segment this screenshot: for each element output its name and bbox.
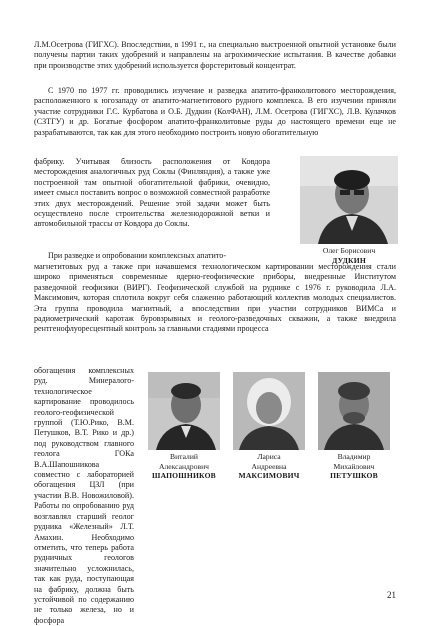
photo-maksimovich [233, 372, 305, 450]
page-number: 21 [387, 590, 396, 600]
caption-patronymic: Александрович [159, 461, 209, 471]
caption-given-name: Владимир [337, 452, 371, 461]
photo-petushkov [318, 372, 390, 450]
paragraph-2 [34, 86, 396, 138]
paragraph-text: обогащения комплексных руд. Минералого-технологическое картирование проводилось геолого-геофизической группой (Т.Ю.Рико, В.М. Петушков, В.Т. Рико и др.) под руководством главного геолога ГОКа В.А.Шапошникова совместно с лабораторией обогащения ЦЗЛ (при участии В.В. Новожиловой). Работы по опробованию руд возглавлял старший геолог рудника «Железный» Л.Т. Амахин. Необходимо отметить, что теперь работа рудничных геологов значительно усложнилась, так как руда, поступающая на фабрику, должна быть устойчивой по содержанию не только железа, но и фосфора [34, 366, 134, 625]
caption-surname: МАКСИМОВИЧ [238, 471, 300, 481]
paragraph-text: фабрику. Учитывая близость расположения от Ковдора месторождения аналогичных руд Соклы (Финляндия), а также уже построенной там опытной обогатительной фабрики, очевидно, имеет смысл поставить вопрос о возможной совместной разработке этих двух месторождений. Решение этой задачи может быть осуществлено после строительства железнодорожной ветки и автомобильной трассы от Ковдора до Соклы. [34, 157, 270, 229]
paragraph-3-main [34, 262, 396, 335]
caption-surname: ШАПОШНИКОВ [152, 471, 216, 481]
caption-given-name: Лариса [257, 452, 281, 461]
paragraph-text: магнетитовых руд а также при начавшемся технологическом картировании месторождения стали широко применяться современные ядерно-геофизические приборы, внедренные Институтом разведочной геофизики (ВИРГ). Геофизической службой на руднике с 1976 г. руководила Л.А. Максимович, которая сплотила вокруг себя слаженно работающий коллектив молодых специалистов. Эта группа проводила магнитный, а впоследствии при участии сотрудников ВИМСа и радиометрический каротаж буровзрывных и геолого-разведочных скважин, а также внедрила рентгенофлуоресцентный контроль за главными стадиями процесса [34, 262, 396, 334]
paragraph-1 [34, 40, 396, 71]
caption-patronymic: Андреевна [251, 461, 287, 471]
caption-surname: ПЕТУШКОВ [330, 471, 378, 481]
caption-patronymic: Михайлович [333, 461, 375, 471]
paragraph-3-start [34, 251, 270, 261]
caption-given-name: Олег Борисович [322, 246, 376, 255]
paragraph-text: При разведке и опробовании комплексных апатито- [48, 251, 227, 260]
photo-shaposhnikov [148, 372, 220, 450]
paragraph-text: С 1970 по 1977 гг. проводились изучение и разведка апатито-франколитового месторождения, расположенного к югозападу от апатито-магнетитового рудного комплекса. В его изучении приняли участие сотрудники Г.С. Курбатова и О.Б. Дудкин (КолФАН), Л.М. Осетрова (ГИГХС), Л.В. Кулачков (СЗТГУ) и др. Богатые фосфором апатито-франколитовые руды до настоящего времени еще не разрабатываются, так как для этого необходимо построить новую обогатительную [34, 86, 396, 137]
caption-given-name: Виталий [170, 452, 198, 461]
paragraph-3-column [34, 366, 134, 626]
paragraph-text: Л.М.Осетрова (ГИГХС). Впоследствии, в 1991 г., на специально выстроенной опытной установке были получены партии таких удобрений и направлены на агрохимические испытания. В качестве добавки при производстве этих удобрений используется форстеритовый концентрат. [34, 40, 396, 70]
caption-petushkov [310, 452, 398, 481]
caption-shaposhnikov [140, 452, 228, 481]
caption-maksimovich [225, 452, 313, 481]
caption-surname: ДУДКИН [332, 255, 366, 265]
paragraph-2-wrap [34, 157, 270, 230]
photo-dudkin [300, 156, 398, 244]
